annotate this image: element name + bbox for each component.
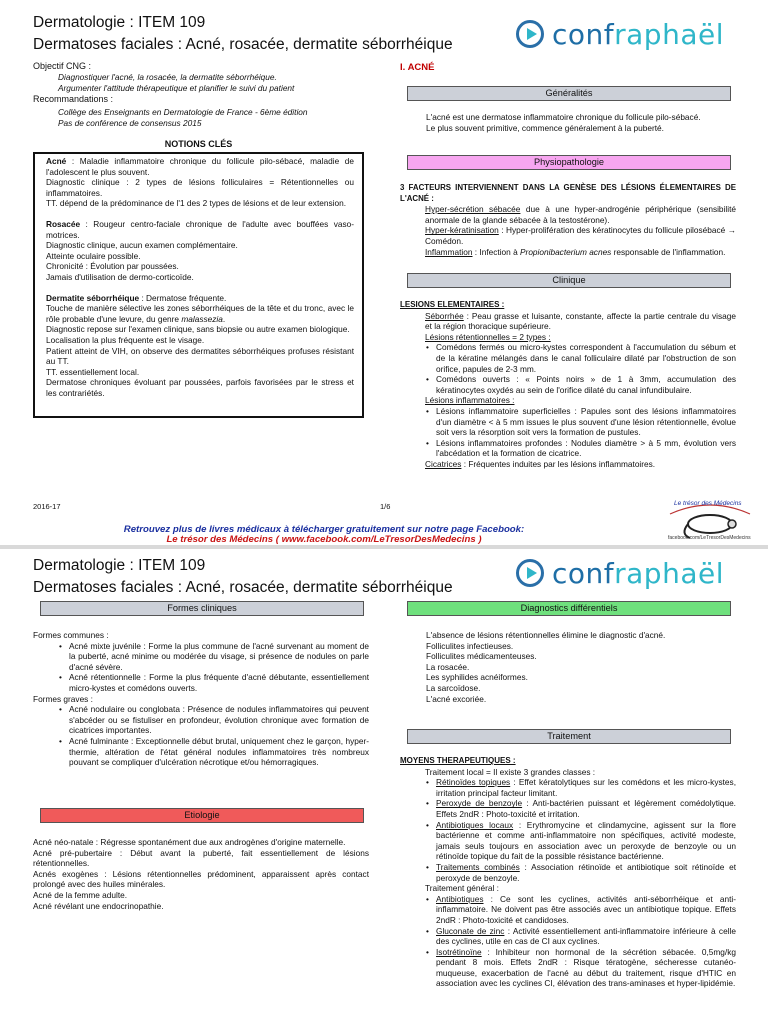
confraphael-logo (516, 14, 746, 54)
factor-term: Hyper-kératinisation (425, 225, 499, 236)
list-item: • Gluconate de zinc : Activité essentiellement anti-inflammatoire inférieure à celle des cyclines, utile en cas de CI aux cyclines. (406, 926, 736, 947)
list-item: • Acné mixte juvénile : Forme la plus commune de l'acné survenant au moment de la puberté, acné minime ou modérée du visage, si présence de nodules on parle d'acné sévère. (39, 641, 369, 673)
formes-text (33, 630, 369, 768)
doc-title: Dermatologie : ITEM 109 (33, 14, 206, 31)
text-line: La rosacée. (426, 661, 470, 672)
notion-italic: malassezia (181, 313, 223, 324)
factor-text: : Infection à (472, 246, 521, 257)
formes-bar: Formes cliniques (40, 601, 364, 616)
play-icon (516, 20, 544, 48)
play-icon (516, 559, 544, 587)
text-line: Acné pré-pubertaire : Début avant la puberté, fait essentiellement de lésions rétentionnelles. (33, 847, 369, 869)
badge-text: Le trésor des Médecins (674, 500, 742, 507)
text-line: L'acné est une dermatose inflammatoire chronique du follicule pilo-sébacé. (426, 112, 701, 122)
facebook-small: facebook.com/LeTresorDesMedecins (668, 535, 751, 541)
traitement-general: Traitement général : (425, 883, 499, 894)
etiologie-bar: Etiologie (40, 808, 364, 823)
text-line: L'acné excoriée. (426, 693, 487, 704)
list-item: • Acné rétentionnelle : Forme la plus fréquente d'acné débutante, essentiellement micro-kystes et comédons ouverts. (39, 672, 369, 693)
text-line: Acné révélant une endocrinopathie. (33, 900, 164, 911)
list-item: • Traitements combinés : Association rétinoïde et antibiotique soit rétinoïde et peroxyde de benzoyle. (406, 862, 736, 883)
text-line: Acné de la femme adulte. (33, 889, 128, 900)
clinique-text (400, 300, 736, 470)
notion-line: TT. dépend de la prédominance de l'1 des 2 types de lésions et de leur extension. (46, 198, 347, 209)
notion-line: Diagnostic clinique : 2 types de lésions folliculaires = Rétentionnelles ou inflammatoires. (46, 177, 354, 198)
section-title: I. ACNÉ (400, 62, 435, 73)
factor-italic: Propionibacterium acnes (520, 246, 612, 257)
list-item: • Rétinoïdes topiques : Effet kératolytiques sur les comédons et les micro-kystes, irritation principal facteur limitant. (406, 777, 736, 798)
reco-label: Recommandations : (33, 94, 114, 105)
list-item: • Antibiotiques locaux : Erythromycine et clindamycine, agissent sur la flore bactérienne et comme anti-inflammatoire non spécifiques, activité modeste, jamais seuls toujours en association avec un peroxyde de benzoyle ou un rétinoïde topique du fait de la possible résistance bactérienne. (406, 820, 736, 862)
clinique-bar: Clinique (407, 273, 731, 288)
traitement-local: Traitement local = Il existe 3 grandes classes : (425, 766, 596, 777)
objectif-line: Diagnostiquer l'acné, la rosacée, la dermatite séborrhéique. (58, 72, 277, 82)
notion-term: Dermatite séborrhéique (46, 292, 140, 303)
objectives-block (33, 61, 363, 128)
text-line: Folliculites infectieuses. (426, 640, 514, 651)
page-2 (0, 549, 768, 1024)
lesion-term: Cicatrices (425, 458, 462, 469)
list-item: • Acné nodulaire ou conglobata : Présence de nodules inflammatoires qui peuvent s'abcéder ou se fistuliser en profondeur, évolution chronique avec formation de cicatrices importantes. (39, 704, 369, 736)
list-item: • Lésions inflammatoire superficielles : Papules sont des lésions inflammatoires d'un diamètre < à 5 mm issues le plus souvent d'une lésion rétentionnelle, évolue soit vers la résorption soit vers la formation de pustules. (406, 406, 736, 438)
text-line: Acnés exogènes : Lésions rétentionnelles prédominent, apparaissent après contact prolongé avec des huiles minérales. (33, 868, 369, 890)
logo-text-raphael: raphaël (614, 17, 724, 51)
notion-term: Rosacée (46, 218, 81, 229)
text-line: Les syphilides acnéiformes. (426, 672, 528, 683)
list-item: • Peroxyde de benzoyle : Anti-bactérien puissant et légèrement comédolytique. Effets 2ndR : Photo-toxicité et irritation. (406, 798, 736, 819)
doc-title: Dermatologie : ITEM 109 (33, 557, 206, 574)
footer-year: 2016-17 (33, 502, 61, 511)
notion-def: : Maladie inflammatoire chronique du follicule pilo-sébacé, maladie de l'adolescent le plus souvent. (46, 156, 354, 177)
list-item: • Comédons ouverts : « Points noirs » de 1 à 3mm, accumulation des kératinocytes oxydés au sein de l'orifice dilaté du canal infundibulaire. (406, 374, 736, 395)
notion-line: Diagnostic repose sur l'examen clinique, sans biopsie ou autre examen biologique. (46, 324, 350, 335)
generalites-text (426, 112, 736, 133)
footer-page: 1/6 (380, 502, 391, 511)
traitement-text (400, 756, 736, 989)
lesion-term: Lésions rétentionnelles = 2 types : (425, 331, 551, 342)
objectif-label: Objectif CNG : (33, 61, 92, 71)
lesion-text: : Peau grasse et luisante, constante, affecte la partie centrale du visage et la région thoracique supérieure. (425, 310, 736, 332)
list-item: • Antibiotiques : Ce sont les cyclines, activités anti-séborrhéique et anti-inflammatoire. Ne doivent pas être associés avec un antibiotique topique. Effets 2ndR : Photo-toxicité et candidoses. (406, 894, 736, 926)
lesion-term: Lésions inflammatoires : (425, 395, 515, 406)
formes-communes: Formes communes : (33, 630, 109, 640)
facebook-promo-line: Retrouvez plus de livres médicaux à télécharger gratuitement sur notre page Facebook: (123, 524, 525, 535)
notion-term: Acné (46, 156, 67, 166)
formes-graves: Formes graves : (33, 693, 93, 704)
list-item: • Lésions inflammatoires profondes : Nodules diamètre > à 5 mm, évolution vers l'abcédation et la formation de cicatrice. (406, 438, 736, 459)
lesion-text: : Fréquentes induites par les lésions inflammatoires. (461, 458, 656, 469)
text-line: Folliculites médicamenteuses. (426, 651, 537, 662)
text-line: Le plus souvent primitive, commence généralement à la puberté. (426, 122, 664, 133)
notion-line: Jamais d'utilisation de dermo-corticoïde. (46, 271, 194, 282)
traitement-heading: MOYENS THERAPEUTIQUES : (400, 756, 516, 765)
notion-line: Chronicité : Évolution par poussées. (46, 261, 179, 272)
logo-text-conf: conf (552, 17, 615, 51)
notion-line: Localisation la plus fréquente est le visage. (46, 334, 205, 345)
notion-def: : Dermatose fréquente. (139, 292, 227, 303)
reco-line: Collège des Enseignants en Dermatologie de France - 6ème édition (58, 107, 308, 118)
physio-text (400, 183, 736, 257)
physio-bar: Physiopathologie (407, 155, 731, 170)
list-item: • Comédons fermés ou micro-kystes correspondent à l'accumulation du sébum et de la kératine mélangés dans le canal folliculaire dilaté par l'obstruction de son orifice, papules de 2-3 mm. (406, 342, 736, 374)
physio-heading: 3 FACTEURS INTERVIENNENT DANS LA GENÈSE DES LÉSIONS ÉLEMENTAIRES DE L'ACNÉ : (400, 183, 736, 203)
notions-box (33, 152, 364, 418)
factor-text: : Hyper-prolifération des kératinocytes du follicule pilosébacé → Comédon. (425, 225, 736, 246)
text-line: Acné néo-natale : Régresse spontanément due aux androgènes d'origine maternelle. (33, 837, 346, 847)
notion-line: TT. essentiellement local. (46, 366, 140, 377)
doc-subtitle: Dermatoses faciales : Acné, rosacée, dermatite séborrhéique (33, 36, 453, 53)
diagnostics-text (426, 630, 736, 704)
notion-line: Dermatose chroniques évoluant par poussées, parfois favorisées par le stress et les contrariétés. (46, 377, 354, 398)
notion-line: Diagnostic clinique, aucun examen complémentaire. (46, 240, 238, 251)
facebook-link[interactable]: Le trésor des Médecins ( www.facebook.com/LeTresorDesMedecins ) (166, 534, 482, 545)
notion-line: Patient atteint de VIH, on observe des dermatites séborrhéiques profuses résistant au TT. (46, 345, 354, 367)
text-line: L'absence de lésions rétentionnelles élimine le diagnostic d'acné. (426, 630, 666, 640)
notion-line: Touche de manière sélective les zones séborrhéiques de la tête et du tronc, avec le rôle probable d'une levure, du genre (46, 303, 354, 324)
lesion-term: Séborrhée (425, 310, 464, 321)
notion-line-end: . (222, 313, 226, 324)
tresor-badge (660, 498, 760, 542)
objectif-line: Argumenter l'attitude thérapeutique et planifier le suivi du patient (58, 82, 295, 93)
factor-term: Hyper-sécrétion sébacée (425, 204, 521, 215)
generalites-bar: Généralités (407, 86, 731, 101)
list-item: • Acné fulminante : Exceptionnelle début brutal, uniquement chez le garçon, hyper-thermie, altération de l'état général nodules inflammatoires très nombreux pouvant se compliquer d'ulcération nécrotique et/ou hémorragiques. (39, 736, 369, 768)
factor-text: due à une hyper-androgénie périphérique (sensibilité anormale de la glande sébacée à la testostérone). (425, 204, 736, 225)
confraphael-logo (516, 553, 746, 593)
clinique-heading: LESIONS ELEMENTAIRES : (400, 300, 505, 309)
notions-title: NOTIONS CLÉS (164, 139, 233, 149)
list-item: • Isotrétinoïne : Inhibiteur non hormonal de la sécrétion sébacée. 0,5mg/kg pendant 8 mois. Effets 2ndR : Risque tératogène, sécheresse cutanéo-muqueuse, exacerbation de l'acné au début du traitement, risque d'HTIC en association avec les cyclines CI, élévation des trans-aminases et hyper-lipidémie. (406, 947, 736, 989)
notion-line: Atteinte oculaire possible. (46, 250, 141, 261)
etiologie-text (33, 837, 369, 911)
factor-text: responsable de l'inflammation. (611, 246, 726, 257)
notion-def: : Rougeur centro-faciale chronique de l'adulte avec bouffées vaso-motrices. (46, 218, 354, 240)
reco-line: Pas de conférence de consensus 2015 (58, 117, 202, 128)
factor-term: Inflammation (425, 246, 473, 257)
doc-subtitle: Dermatoses faciales : Acné, rosacée, dermatite séborrhéique (33, 579, 453, 596)
diagnostics-bar: Diagnostics différentiels (407, 601, 731, 616)
traitement-bar: Traitement (407, 729, 731, 744)
logo-text-raphael: raphaël (614, 556, 724, 590)
logo-text-conf: conf (552, 556, 615, 590)
text-line: La sarcoïdose. (426, 682, 481, 693)
